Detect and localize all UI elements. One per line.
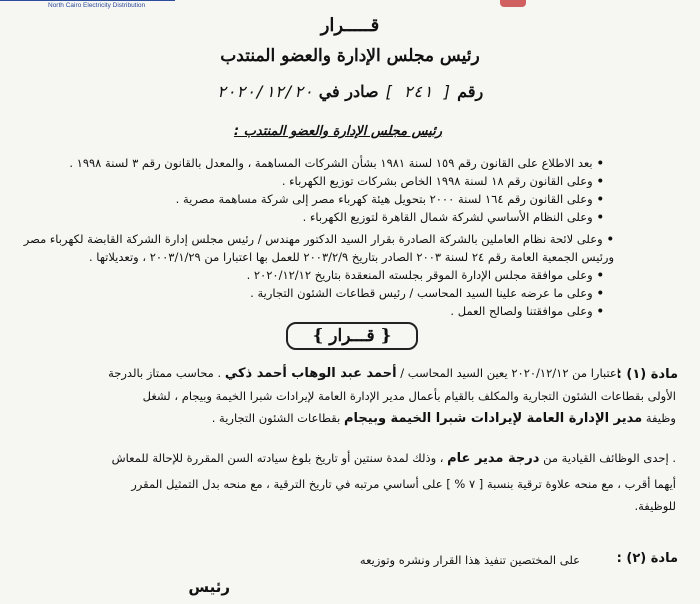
decision-heading: { قـــرار }: [286, 322, 418, 350]
company-logo-caption: North Cairo Electricity Distribution: [48, 2, 146, 9]
preamble-item: • وعلى القانون رقم ١٦٤ لسنة ٢٠٠٠ بتحويل هيئة كهرباء مصر إلى شركة مساهمة مصرية .: [175, 192, 604, 206]
article-1-line: للوظيفة.: [634, 499, 676, 513]
preamble-item: • وعلى موافقتنا ولصالح العمل .: [450, 304, 604, 318]
position-title: مدير الإدارة العامة لإيرادات شبرا الخيمة وبيجام: [343, 411, 643, 426]
signature-title: رئيس: [188, 578, 230, 596]
grade-title: درجة مدير عام: [447, 451, 540, 466]
article-1-label: مادة (١) :: [616, 367, 678, 382]
appointee-name: أحمد عبد الوهاب أحمد ذكي: [224, 366, 397, 381]
preamble-item-continuation: ورئيس الجمعية العامة رقم ٢٤ لسنة ٢٠٠٣ الصادر بتاريخ ٢٠٠٣/٢/٩ للعمل بها اعتبارا من ٢٠٠٣/١/٢٩ ، وتعديلاتها .: [89, 250, 614, 264]
article-1-line: الأولى بقطاعات الشئون التجارية والمكلف بالقيام بأعمال مدير الإدارة العامة لإيرادات شبرا الخيمة وبيجام ، لشغل: [142, 389, 676, 403]
preamble-item: • وعلى لائحة نظام العاملين بالشركة الصادرة بقرار السيد الدكتور مهندس / رئيس مجلس إدارة الشركة القابضة لكهرباء مصر: [23, 232, 614, 246]
preamble-heading: رئيس مجلس الإدارة والعضو المنتدب :: [233, 124, 442, 139]
logo-rule: [0, 0, 175, 1]
document-title: قـــــرار: [320, 15, 380, 36]
preamble-item: • بعد الاطلاع على القانون رقم ١٥٩ لسنة ١٩٨١ بشأن الشركات المساهمة ، والمعدل بالقانون رقم ٣ لسنة ١٩٩٨ .: [69, 156, 604, 170]
preamble-item: • وعلى النظام الأساسي لشركة شمال القاهرة لتوزيع الكهرباء .: [302, 210, 604, 224]
decree-date: ٢٠٢٠/١٢/٢٠: [216, 82, 314, 101]
preamble-item: • وعلى موافقة مجلس الإدارة الموقر بجلسته المنعقدة بتاريخ ٢٠٢٠/١٢/١٢ .: [246, 268, 604, 282]
decree-number: [ ٢٤١ ]: [384, 82, 452, 101]
article-1-line: . إحدى الوظائف القيادية من درجة مدير عام ، وذلك لمدة سنتين أو تاريخ بلوغ سيادته السن المقررة للإحالة للمعاش: [111, 451, 676, 466]
article-2-text: على المختصين تنفيذ هذا القرار ونشره وتوزيعه: [359, 553, 580, 567]
decree-prefix: رقم: [457, 82, 484, 101]
red-stamp-mark: [500, 0, 526, 7]
article-1-line: اعتبارا من ٢٠٢٠/١٢/١٢ يعين السيد المحاسب / أحمد عبد الوهاب أحمد ذكي . محاسب ممتاز بالدرجة: [108, 366, 620, 381]
preamble-item: • وعلى القانون رقم ١٨ لسنة ١٩٩٨ الخاص بشركات توزيع الكهرباء .: [281, 174, 604, 188]
article-1-line: أيهما أقرب ، مع منحه علاوة ترقية بنسبة [ ٧ % ] على أساسي مرتبه في تاريخ الترقية ، مع منحه بدل التمثيل المقرر: [131, 477, 676, 491]
article-2-label: مادة (٢) :: [616, 551, 678, 566]
decree-number-row: [0, 82, 700, 101]
article-1-line: وظيفة مدير الإدارة العامة لإيرادات شبرا الخيمة وبيجام بقطاعات الشئون التجارية .: [211, 411, 676, 426]
decree-issued-label: صادر في: [318, 82, 379, 101]
document-subtitle: رئيس مجلس الإدارة والعضو المنتدب: [220, 46, 480, 66]
preamble-item: • وعلى ما عرضه علينا السيد المحاسب / رئيس قطاعات الشئون التجارية .: [250, 286, 604, 300]
